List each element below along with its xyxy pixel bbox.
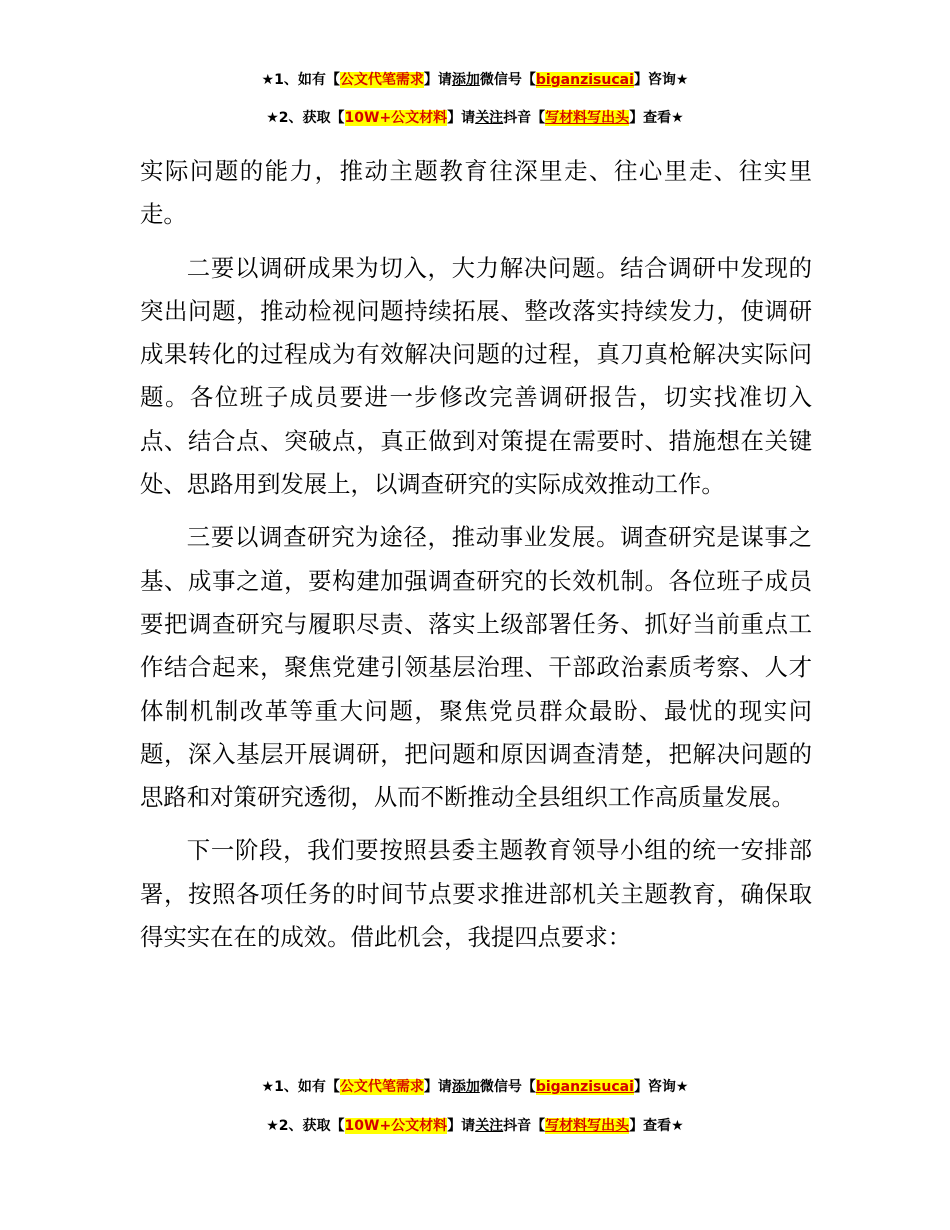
banner-highlight-materials: 10W+公文材料 (344, 110, 448, 126)
paragraph-continuation: 实际问题的能力，推动主题教育往深里走、往心里走、往实里走。 (140, 157, 812, 229)
banner-text: 】请 (447, 110, 476, 126)
banner-text: ★1、如有【 (261, 72, 340, 88)
banner-text: 抖音【 (503, 1118, 546, 1134)
paragraph-third-requirement: 三要以调查研究为途径，推动事业发展。调查研究是谋事之基、成事之道，要构建加强调查研究的长效机制。各位班子成员要把调查研究与履职尽责、落实上级部署任务、抓好当前重点工作结合起来，聚焦党建引领基层治理、干部政治素质考察、人才体制机制改革等重大问题，聚焦党员群众最盼、最忧的现实问题，深入基层开展调研，把问题和原因调查清楚，把解决问题的思路和对策研究透彻，从而不断推动全县组织工作高质量发展。 (140, 523, 812, 812)
banner-text: 微信号【 (479, 1079, 536, 1095)
banner-underline-add: 添加 (451, 72, 480, 88)
banner-douyin-account-link[interactable]: 写材料写出头 (545, 1118, 630, 1134)
banner-text: 】请 (423, 1079, 452, 1095)
footer-banner-line-1 (0, 1077, 950, 1097)
banner-underline-follow: 关注 (475, 110, 504, 126)
banner-text: 微信号【 (479, 72, 536, 88)
banner-douyin-account-link[interactable]: 写材料写出头 (545, 110, 630, 126)
banner-text: 】请 (423, 72, 452, 88)
header-banner-line-2 (0, 108, 950, 128)
banner-highlight-service: 公文代笔需求 (339, 72, 424, 88)
banner-underline-follow: 关注 (475, 1118, 504, 1134)
header-banner-line-1 (0, 70, 950, 90)
banner-text: 】查看★ (629, 110, 684, 126)
banner-text: 】咨询★ (633, 72, 689, 88)
banner-text: ★2、获取【 (266, 1118, 345, 1134)
banner-wechat-id-link[interactable]: biganzisucai (535, 72, 634, 88)
footer-banner-line-2 (0, 1116, 950, 1136)
banner-text: 】查看★ (629, 1118, 684, 1134)
banner-underline-add: 添加 (451, 1079, 480, 1095)
paragraph-second-requirement: 二要以调研成果为切入，大力解决问题。结合调研中发现的突出问题，推动检视问题持续拓展、整改落实持续发力，使调研成果转化的过程成为有效解决问题的过程，真刀真枪解决实际问题。各位班子成员要进一步修改完善调研报告，切实找准切入点、结合点、突破点，真正做到对策提在需要时、措施想在关键处、思路用到发展上，以调查研究的实际成效推动工作。 (140, 253, 812, 499)
banner-text: 抖音【 (503, 110, 546, 126)
banner-text: ★1、如有【 (261, 1079, 340, 1095)
banner-highlight-materials: 10W+公文材料 (344, 1118, 448, 1134)
banner-text: ★2、获取【 (266, 110, 345, 126)
banner-highlight-service: 公文代笔需求 (339, 1079, 424, 1095)
banner-wechat-id-link[interactable]: biganzisucai (535, 1079, 634, 1095)
paragraph-next-stage: 下一阶段，我们要按照县委主题教育领导小组的统一安排部署，按照各项任务的时间节点要求推进部机关主题教育，确保取得实实在在的成效。借此机会，我提四点要求： (140, 836, 812, 952)
banner-text: 】咨询★ (633, 1079, 689, 1095)
document-body (140, 150, 812, 959)
banner-text: 】请 (447, 1118, 476, 1134)
